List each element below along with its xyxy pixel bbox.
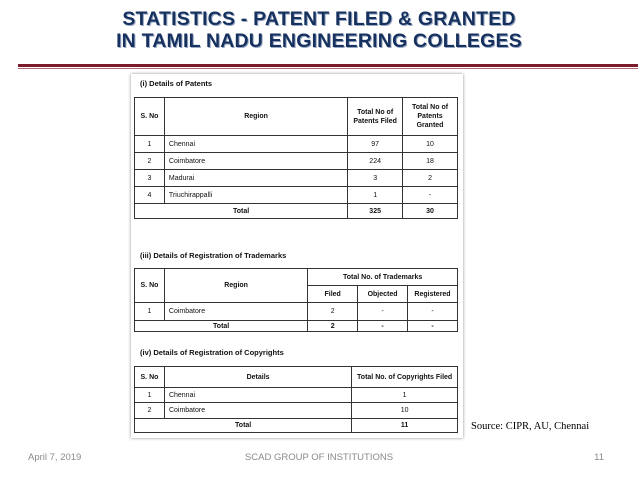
cell-granted: 2 <box>403 170 458 187</box>
cell-sno: 2 <box>135 153 165 170</box>
copyrights-col-details: Details <box>164 367 351 388</box>
trademarks-heading: (iii) Details of Registration of Trademarks <box>140 251 287 260</box>
trademarks-total-row <box>135 321 458 332</box>
patents-total-row <box>135 204 458 219</box>
patents-table <box>134 97 458 219</box>
trademarks-col-region: Region <box>164 269 307 303</box>
table-row <box>135 388 458 403</box>
patents-header-row <box>135 98 458 136</box>
copyrights-heading: (iv) Details of Registration of Copyrights <box>140 348 284 357</box>
table-row <box>135 187 458 204</box>
copyrights-col-sno: S. No <box>135 367 165 388</box>
table-row <box>135 303 458 321</box>
cell-sno: 1 <box>135 303 165 321</box>
cell-details: Chennai <box>164 388 351 403</box>
slide-title <box>0 8 638 52</box>
cell-objected: - <box>358 303 408 321</box>
total-filed: 11 <box>352 419 458 433</box>
copyrights-table <box>134 366 458 433</box>
title-divider-thin <box>18 68 638 69</box>
total-label: Total <box>135 204 348 219</box>
cell-filed: 1 <box>348 187 403 204</box>
total-objected: - <box>358 321 408 332</box>
patents-col-sno: S. No <box>135 98 165 136</box>
cell-granted: 10 <box>403 136 458 153</box>
cell-region: Madurai <box>164 170 347 187</box>
cell-filed: 3 <box>348 170 403 187</box>
footer-date: April 7, 2019 <box>28 452 82 463</box>
copyrights-total-row <box>135 419 458 433</box>
cell-filed: 97 <box>348 136 403 153</box>
slide-title-line-2: IN TAMIL NADU ENGINEERING COLLEGES <box>116 30 522 52</box>
table-row <box>135 170 458 187</box>
cell-filed: 224 <box>348 153 403 170</box>
footer-organization: SCAD GROUP OF INSTITUTIONS <box>244 452 394 463</box>
source-citation: Source: CIPR, AU, Chennai <box>471 421 590 432</box>
copyrights-col-filed: Total No. of Copyrights Filed <box>352 367 458 388</box>
cell-details: Coimbatore <box>164 403 351 419</box>
trademarks-header-row <box>135 269 458 286</box>
footer-page-number: 11 <box>594 452 604 463</box>
table-row <box>135 153 458 170</box>
cell-sno: 4 <box>135 187 165 204</box>
trademarks-col-sno: S. No <box>135 269 165 303</box>
table-row <box>135 136 458 153</box>
title-divider <box>18 64 638 67</box>
cell-region: Coimbatore <box>164 303 307 321</box>
total-granted: 30 <box>403 204 458 219</box>
total-filed: 2 <box>308 321 358 332</box>
total-label: Total <box>135 419 352 433</box>
copyrights-header-row <box>135 367 458 388</box>
cell-filed: 10 <box>352 403 458 419</box>
cell-granted: - <box>403 187 458 204</box>
cell-region: Triuchirappalli <box>164 187 347 204</box>
patents-col-granted: Total No of Patents Granted <box>403 98 458 136</box>
cell-filed: 2 <box>308 303 358 321</box>
cell-region: Chennai <box>164 136 347 153</box>
trademarks-col-filed: Filed <box>308 286 358 303</box>
trademarks-col-group: Total No. of Trademarks <box>308 269 458 286</box>
trademarks-col-objected: Objected <box>358 286 408 303</box>
cell-registered: - <box>408 303 458 321</box>
cell-sno: 1 <box>135 136 165 153</box>
patents-heading: (i) Details of Patents <box>140 79 213 88</box>
total-registered: - <box>408 321 458 332</box>
patents-col-region: Region <box>164 98 347 136</box>
cell-sno: 3 <box>135 170 165 187</box>
patents-col-filed: Total No of Patents Filed <box>348 98 403 136</box>
cell-sno: 2 <box>135 403 165 419</box>
table-row <box>135 403 458 419</box>
cell-region: Coimbatore <box>164 153 347 170</box>
total-filed: 325 <box>348 204 403 219</box>
total-label: Total <box>135 321 308 332</box>
cell-granted: 18 <box>403 153 458 170</box>
cell-filed: 1 <box>352 388 458 403</box>
trademarks-table <box>134 268 458 332</box>
cell-sno: 1 <box>135 388 165 403</box>
trademarks-col-registered: Registered <box>408 286 458 303</box>
slide-title-line-1: STATISTICS - PATENT FILED & GRANTED <box>122 8 516 30</box>
